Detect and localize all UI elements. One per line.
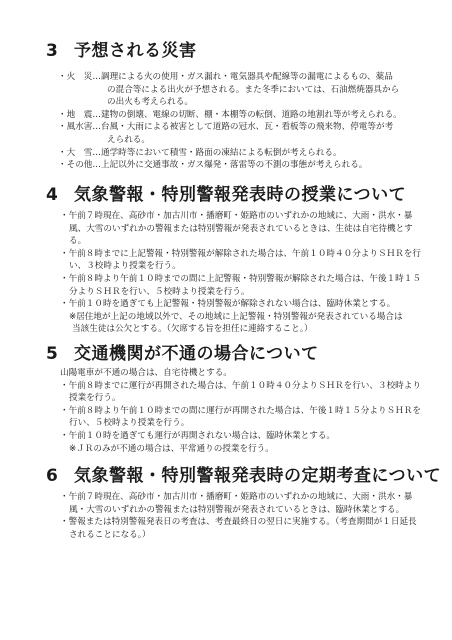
text-line: ・その他…上記以外に交通事故・ガス爆発・落雷等の不測の事態が考えられる。 — [58, 160, 368, 171]
text-line: されることになる。） — [69, 529, 151, 540]
text-line: る。 — [69, 236, 87, 247]
section-5-body — [60, 367, 421, 455]
section-5-heading — [46, 343, 319, 365]
text-line: ・午前８時より午前１０時までの間に運行が再開された場合は、午後１時１５分よりＳＨＲを — [60, 405, 421, 416]
section-title: 気象警報・特別警報発表時の授業について — [74, 185, 407, 205]
text-line: の出火も考えられる。 — [107, 97, 193, 108]
section-4-body — [60, 210, 421, 336]
section-4-heading — [46, 184, 406, 206]
section-number: 6 — [46, 466, 59, 486]
section-number: 4 — [46, 185, 59, 205]
section-number: 3 — [46, 41, 59, 61]
text-line: い、３校時より授業を行う。 — [69, 261, 181, 272]
text-line: 風、大雪のいずれかの警報または特別警報が発表されているときは、生徒は自宅待機とす — [69, 223, 413, 234]
text-line: 当該生徒は公欠とする。（欠席する旨を担任に連絡すること。） — [72, 324, 313, 335]
text-line: ※ＪＲのみが不通の場合は、平常通りの授業を行う。 — [69, 443, 274, 454]
text-line: 山陽電車が不通の場合は、自宅待機とする。 — [60, 368, 232, 378]
section-6-body — [60, 491, 417, 541]
text-line: ・午前１０時を過ぎても上記警報・特別警報が解除されない場合は、臨時休業とする。 — [60, 299, 396, 310]
text-line: えられる。 — [107, 134, 150, 145]
text-line: ・地 震…建物の倒壊、電線の切断、棚・本棚等の転倒、道路の地割れ等が考えられる。 — [58, 109, 402, 120]
section-title: 気象警報・特別警報発表時の定期考査について — [74, 466, 442, 486]
text-line: の混合等による出火が予想される。また冬季においては、石油燃焼器具から — [107, 84, 400, 95]
section-title: 予想される災害 — [74, 41, 197, 61]
section-number: 5 — [46, 344, 59, 364]
text-line: ・午前８時までに上記警報・特別警報が解除された場合は、午前１０時４０分よりＳＨＲを行 — [60, 248, 421, 259]
text-line: ・午前１０時を過ぎても運行が再開されない場合は、臨時休業とする。 — [60, 430, 336, 441]
text-line: 風・大雪のいずれかの警報または特別警報が発表されているときは、臨時休業とする。 — [69, 504, 405, 515]
text-line: ・午前７時現在、高砂市・加古川市・播磨町・姫路市のいずれかの地域に、大雨・洪水・暴 — [60, 492, 413, 502]
text-line: ・午前８時より午前１０時までの間に上記警報・特別警報が解除された場合は、午後１時１５ — [60, 273, 421, 284]
section-3-body — [58, 71, 402, 172]
section-6-heading — [46, 465, 441, 487]
section-title: 交通機関が不通の場合について — [74, 344, 319, 364]
text-line: ・火 災…調理による火の使用・ガス漏れ・電気器具や配線等の漏電によるもの、薬品 — [58, 72, 393, 82]
text-line: 分よりＳＨＲを行い、５校時より授業を行う。 — [69, 286, 250, 297]
text-line: ※居住地が上記の地域以外で、その地域に上記警報・特別警報が発表されている場合は — [69, 311, 403, 322]
text-line: ・風水害…台風・大雨による被害として道路の冠水、瓦・看板等の飛来物、停電等が考 — [58, 122, 394, 133]
text-line: ・午前７時現在、高砂市・加古川市・播磨町・姫路市のいずれかの地域に、大雨・洪水・暴 — [60, 211, 413, 221]
text-line: 授業を行う。 — [69, 393, 121, 404]
text-line: ・大 雪…通学時等において積雪・路面の凍結による転倒が考えられる。 — [58, 147, 342, 158]
section-3-heading — [46, 40, 197, 62]
text-line: 行い、５校時より授業を行う。 — [69, 418, 190, 429]
text-line: ・警報または特別警報発表日の考査は、考査最終日の翌日に実施する。（考査期間が１日延長 — [60, 517, 417, 528]
text-line: ・午前８時までに運行が再開された場合は、午前１０時４０分よりＳＨＲを行い、３校時より — [60, 380, 421, 391]
